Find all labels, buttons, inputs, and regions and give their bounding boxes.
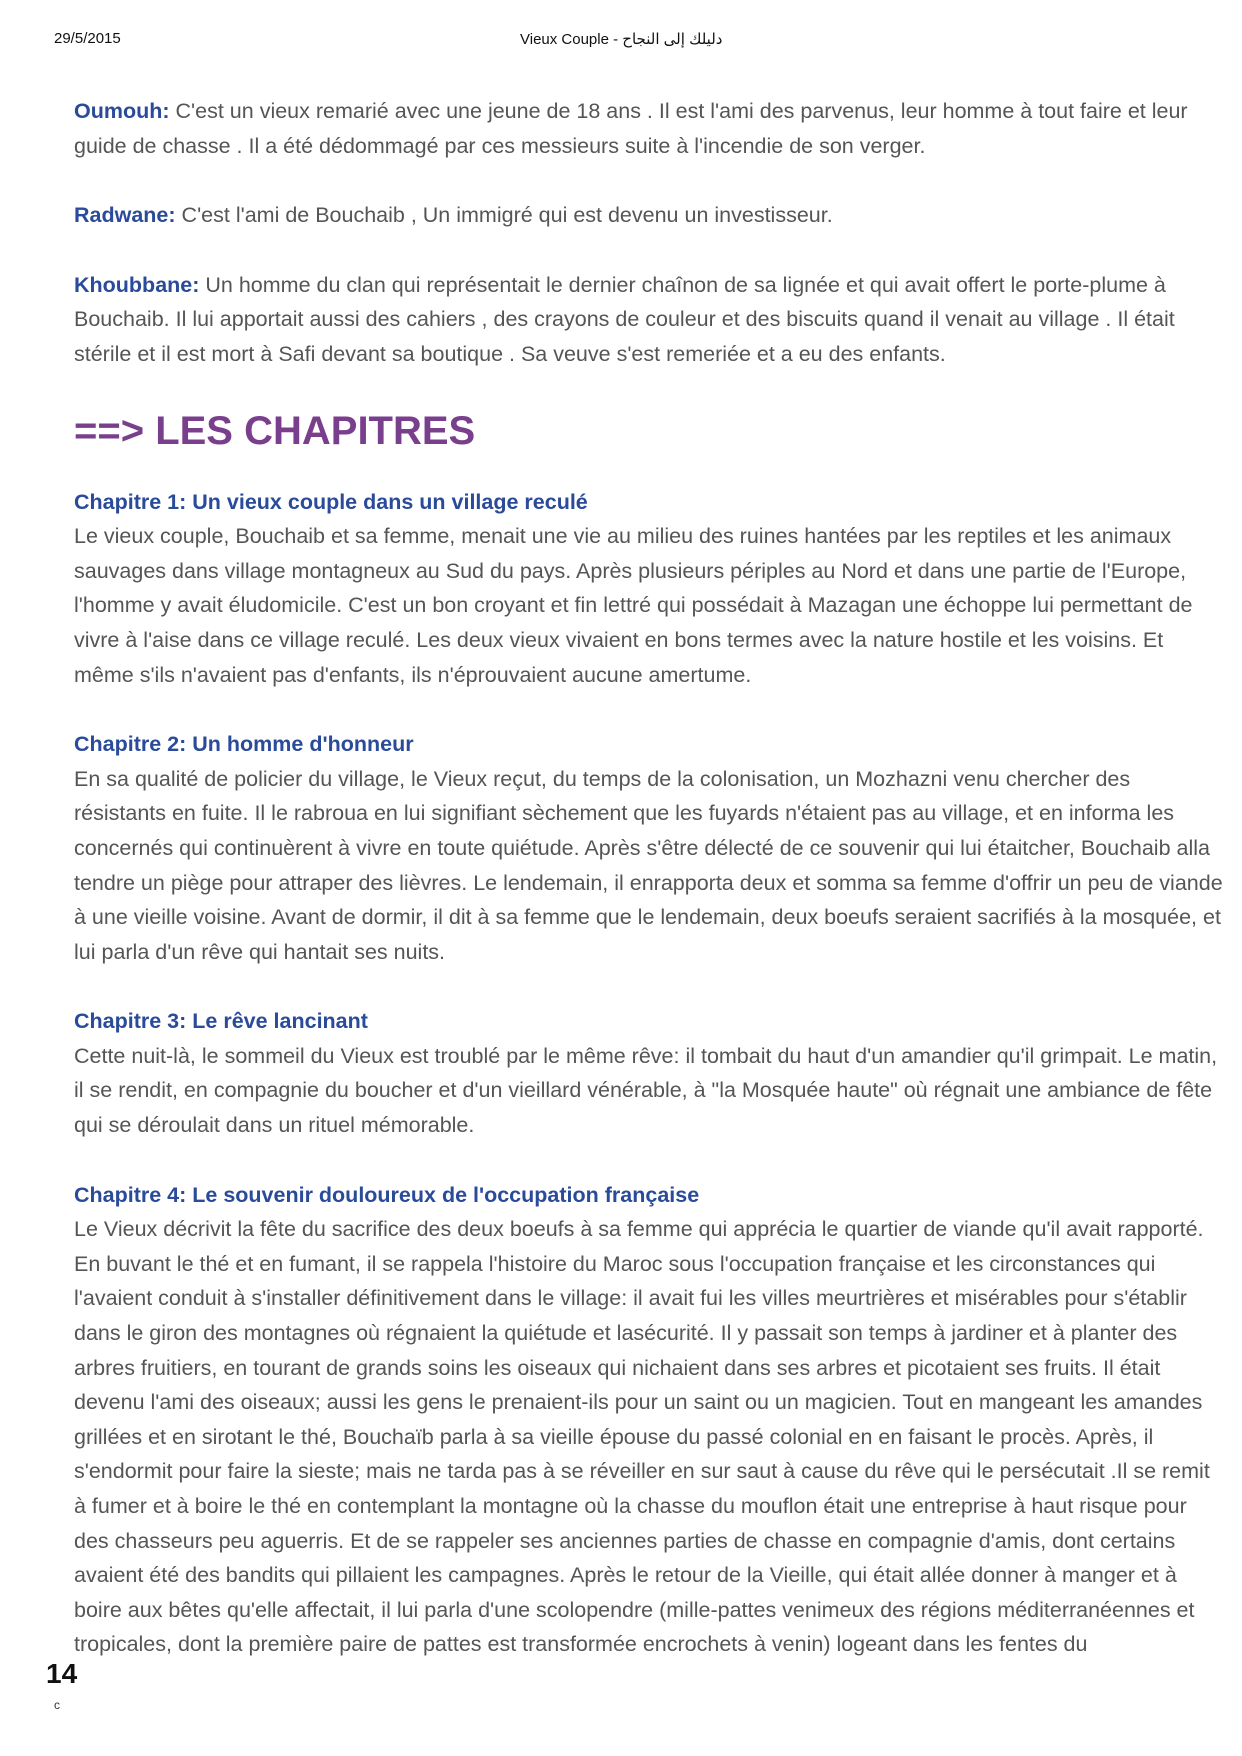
character-name: Oumouh:	[74, 99, 170, 123]
character-oumouh	[74, 94, 1224, 163]
chapter-text: Cette nuit-là, le sommeil du Vieux est troublé par le même rêve: il tombait du haut d'un amandier qu'il grimpait. Le matin, il se rendit, en compagnie du boucher et d'un vieillard vénérable, à "la Mosquée haute" où régnait une ambiance de fête qui se déroulait dans un rituel mémorable.	[74, 1043, 1218, 1138]
character-name: Khoubbane:	[74, 272, 200, 297]
chapter-2	[74, 727, 1224, 969]
chapter-text: Le Vieux décrivit la fête du sacrifice des deux boeufs à sa femme qui apprécia le quartier de viande qu'il avait rapporté. En buvant le thé et en fumant, il se rappela l'histoire du Maroc sous l'occupation française et les circonstances qui l'avaient conduit à s'installer définitivement dans le village: il avait fui les villes meurtrières et misérables pour s'établir dans le giron des montagnes où régnaient la quiétude et lasécurité. Il y passait son temps à jardiner et à planter des arbres fruitiers, en tourant de grands soins les oiseaux qui nichaient dans ses arbres et picotaient ses fruits. Il était devenu l'ami des oiseaux; aussi les gens le prenaient-ils pour un saint ou un magicien. Tout en mangeant les amandes grillées et en sirotant le thé, Bouchaïb parla à sa vieille épouse du passé colonial en en faisant le procès. Après, il s'endormit pour faire la sieste; mais ne tarda pas à se réveiller en sur saut à cause du rêve qui le persécutait .Il se remit à fumer et à boire le thé en contemplant la montagne où la chasse du mouflon était une entreprise à haut risque pour des chasseurs peu aguerris. Et de se rappeler ses anciennes parties de chasse en compagnie d'amis, dont certains avaient été des bandits qui pillaient les campagnes. Après le retour de la Vieille, qui était allée donner à manger et à boire aux bêtes qu'elle affectait, il lui parla d'une scolopendre (mille-pattes venimeux des régions méditerranéennes et tropicales, dont la première paire de pattes est transformée encrochets à venin) logeant dans les fentes du	[74, 1217, 1210, 1657]
chapter-title: Chapitre 3: Le rêve lancinant	[74, 1009, 368, 1034]
chapter-1	[74, 485, 1224, 693]
character-description: C'est l'ami de Bouchaib , Un immigré qui est devenu un investisseur.	[175, 203, 833, 228]
chapter-3	[74, 1004, 1224, 1142]
section-title: ==> LES CHAPITRES	[74, 408, 476, 453]
character-name: Radwane:	[74, 203, 176, 228]
header-date: 29/5/2015	[54, 30, 121, 47]
character-khoubbane	[74, 268, 1224, 372]
chapter-4	[74, 1178, 1224, 1662]
character-description: C'est un vieux remarié avec une jeune de 18 ans . Il est l'ami des parvenus, leur homme à tout faire et leur guide de chasse . Il a été dédommagé par ces messieurs suite à l'incendie de son verger.	[74, 99, 1188, 158]
chapter-title: Chapitre 1: Un vieux couple dans un village reculé	[74, 489, 588, 514]
chapter-title: Chapitre 2: Un homme d'honneur	[74, 732, 414, 757]
character-description: Un homme du clan qui représentait le dernier chaînon de sa lignée et qui avait offert le porte-plume à Bouchaib. Il lui apportait aussi des cahiers , des crayons de couleur et des biscuits quand il venait au village . Il était stérile et il est mort à Safi devant sa boutique . Sa veuve s'est remeriée et a eu des enfants.	[74, 272, 1175, 366]
header-title: Vieux Couple - دليلك إلى النجاح	[520, 31, 723, 48]
chapter-title: Chapitre 4: Le souvenir douloureux de l'occupation française	[74, 1182, 700, 1207]
page-mark: c	[54, 1698, 60, 1712]
character-radwane	[74, 198, 1224, 233]
chapter-text: Le vieux couple, Bouchaib et sa femme, menait une vie au milieu des ruines hantées par les reptiles et les animaux sauvages dans village montagneux au Sud du pays. Après plusieurs périples au Nord et dans une partie de l'Europe, l'homme y avait éludomicile. C'est un bon croyant et fin lettré qui possédait à Mazagan une échoppe lui permettant de vivre à l'aise dans ce village reculé. Les deux vieux vivaient en bons termes avec la nature hostile et les voisins. Et même s'ils n'avaient pas d'enfants, ils n'éprouvaient aucune amertume.	[74, 524, 1193, 687]
chapter-text: En sa qualité de policier du village, le Vieux reçut, du temps de la colonisation, un Mozhazni venu chercher des résistants en fuite. Il le rabroua en lui signifiant sèchement que les fuyards n'étaient pas au village, et en informa les concernés qui continuèrent à vivre en toute quiétude. Après s'être délecté de ce souvenir qui lui étaitcher, Bouchaib alla tendre un piège pour attraper des lièvres. Le lendemain, il enrapporta deux et somma sa femme d'offrir un peu de viande à une vieille voisine. Avant de dormir, il dit à sa femme que le lendemain, deux boeufs seraient sacrifiés à la mosquée, et lui parla d'un rêve qui hantait ses nuits.	[74, 766, 1223, 964]
page-content	[74, 94, 1224, 1697]
page-number: 14	[46, 1658, 78, 1689]
